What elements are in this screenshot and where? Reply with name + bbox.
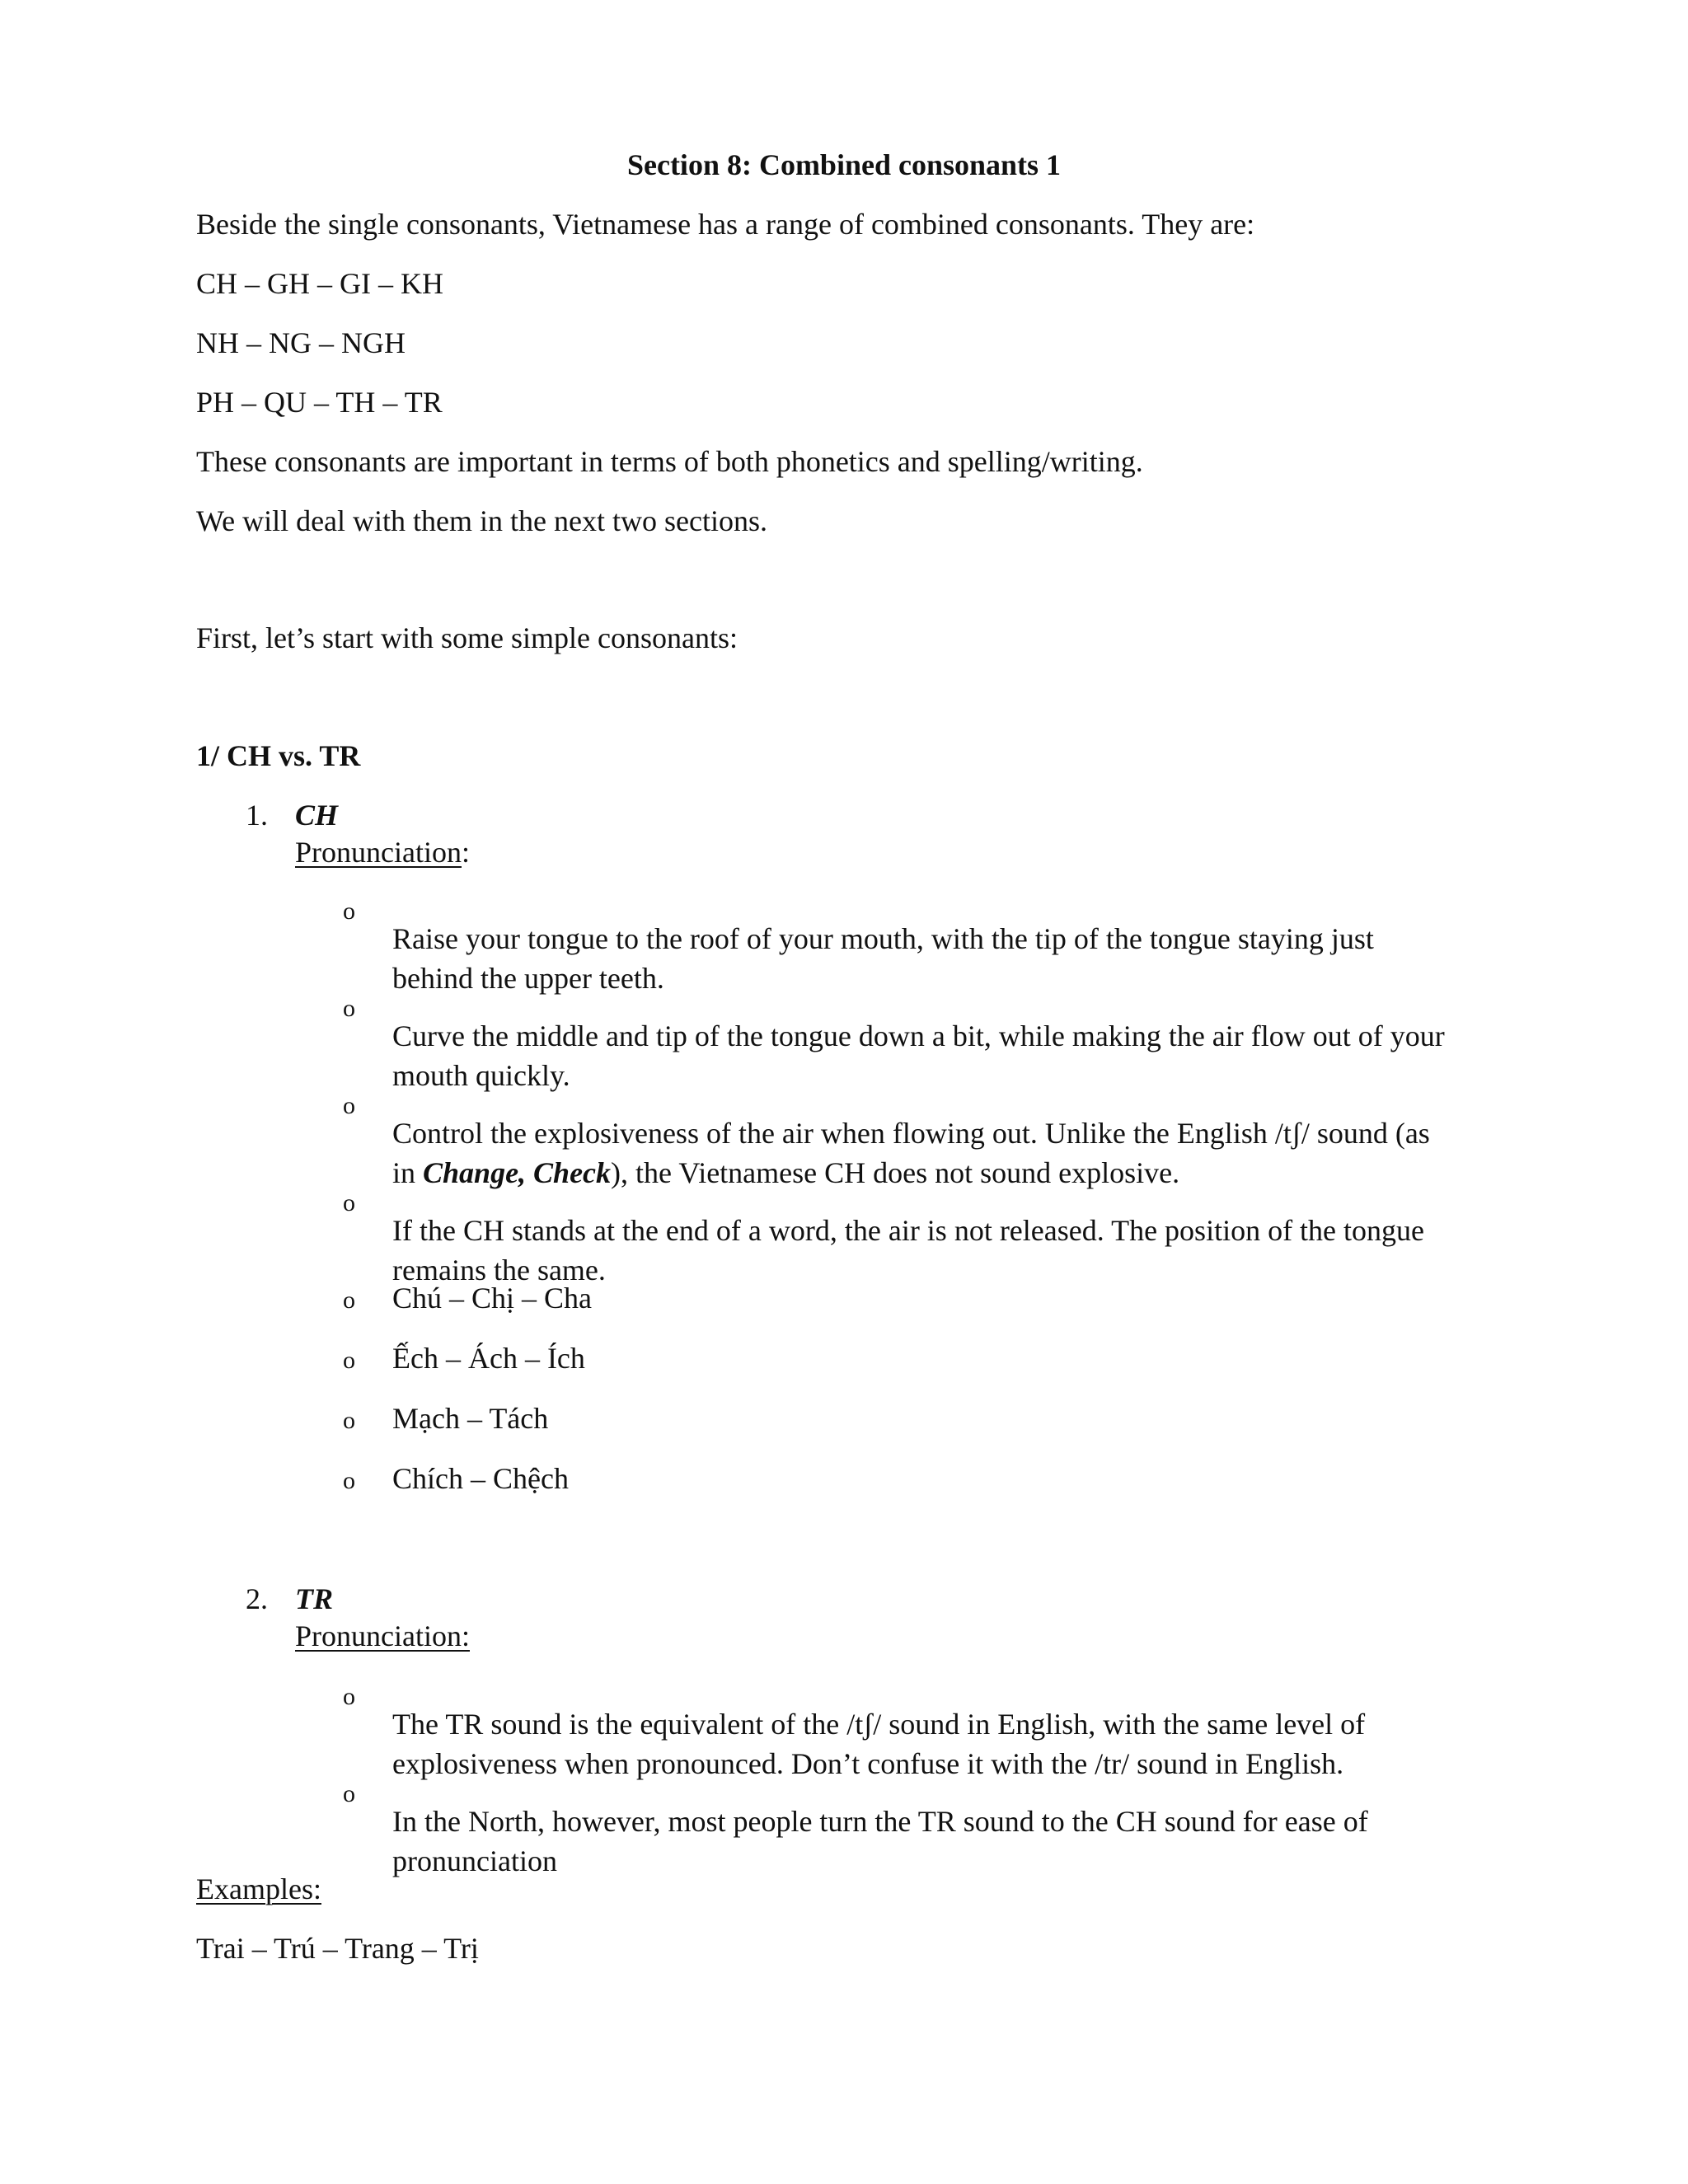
bullet-marker: o <box>343 995 355 1022</box>
list-number-1: 1. <box>246 799 268 832</box>
ch-pronunciation-colon: : <box>461 836 470 869</box>
bullet-marker: o <box>343 898 355 925</box>
bullet-marker: o <box>343 1780 355 1807</box>
page-title: Section 8: Combined consonants 1 <box>626 148 1062 181</box>
ch-bullet-1: Raise your tongue to the roof of your mouth, with the tip of the tongue staying just behind the upper teeth. <box>392 922 1374 995</box>
ch-bullet-2: Curve the middle and tip of the tongue down a bit, while making the air flow out of your mouth quickly. <box>392 1019 1445 1092</box>
ch-bullet-3-pre: Control the explosiveness of the air when flowing out. Unlike the English /tʃ/ sound (as in <box>392 1117 1430 1189</box>
intro-paragraph: Beside the single consonants, Vietnamese has a range of combined consonants. They are: <box>196 208 1255 241</box>
list-number-2: 2. <box>246 1582 268 1615</box>
ch-pronunciation-label: Pronunciation <box>295 836 462 869</box>
ch-bullet-3-post: ), the Vietnamese CH does not sound explosive. <box>611 1156 1180 1189</box>
examples-heading: Examples: <box>196 1872 321 1905</box>
next-sections-paragraph: We will deal with them in the next two sections. <box>196 504 767 537</box>
bullet-marker: o <box>343 1407 355 1434</box>
ch-bullet-3 <box>392 1113 1456 1193</box>
bullet-marker: o <box>343 1467 355 1494</box>
bullet-marker: o <box>343 1092 355 1119</box>
ch-bullet-3-bold: Change, Check <box>423 1156 612 1189</box>
section-heading-ch-vs-tr: 1/ CH vs. TR <box>196 739 361 772</box>
tr-label: TR <box>295 1582 334 1615</box>
importance-paragraph: These consonants are important in terms of both phonetics and spelling/writing. <box>196 445 1143 478</box>
ch-example-2: Ếch – Ách – Ích <box>392 1342 585 1375</box>
ch-example-3: Mạch – Tách <box>392 1402 549 1435</box>
ch-example-1: Chú – Chị – Cha <box>392 1282 593 1315</box>
start-paragraph: First, let’s start with some simple consonants: <box>196 621 738 654</box>
tr-examples-line: Trai – Trú – Trang – Trị <box>196 1932 479 1965</box>
ch-pronunciation-heading <box>295 832 470 872</box>
tr-pronunciation-heading: Pronunciation: <box>295 1619 470 1652</box>
tr-bullet-2: In the North, however, most people turn the TR sound to the CH sound for ease of pronunciation <box>392 1805 1368 1877</box>
tr-bullet-1: The TR sound is the equivalent of the /tʃ/ sound in English, with the same level of explosiveness when pronounced. Don’t confuse it with the /tr/ sound in English. <box>392 1708 1366 1780</box>
consonant-list-line-1: CH – GH – GI – KH <box>196 267 443 300</box>
ch-bullet-4: If the CH stands at the end of a word, the air is not released. The position of the tongue remains the same. <box>392 1214 1425 1286</box>
bullet-marker: o <box>343 1347 355 1374</box>
bullet-marker: o <box>343 1286 355 1314</box>
ch-example-4: Chích – Chệch <box>392 1462 569 1495</box>
ch-label: CH <box>295 799 339 832</box>
consonant-list-line-2: NH – NG – NGH <box>196 326 406 359</box>
consonant-list-line-3: PH – QU – TH – TR <box>196 386 443 419</box>
bullet-marker: o <box>343 1683 355 1710</box>
bullet-marker: o <box>343 1189 355 1216</box>
